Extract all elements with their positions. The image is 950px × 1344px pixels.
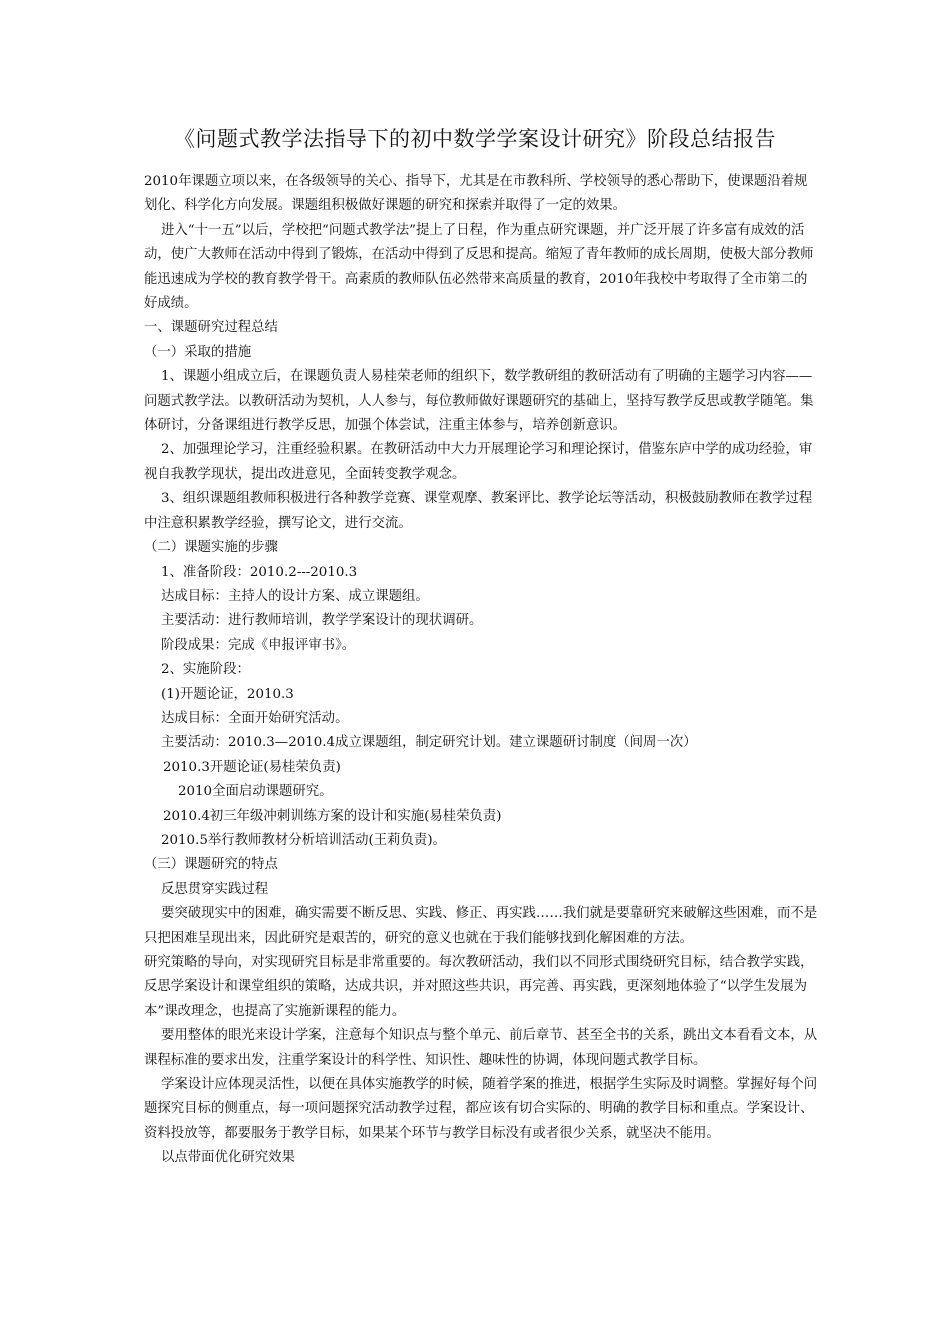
feature-heading-optimize: 以点带面优化研究效果 bbox=[161, 1150, 295, 1166]
schedule-item-3: 2010.4初三年级冲刺训练方案的设计和实施(易桂荣负责) bbox=[163, 808, 502, 824]
feature-heading-reflection: 反思贯穿实践过程 bbox=[161, 881, 269, 897]
paragraph-flexibility: 学案设计应体现灵活性，以便在具体实施教学的时候，随着学案的推进，根据学生实际及时调整。掌握好每个问题探究目标的侧重点，每一项问题探究活动教学过程，都应该有切合实际的、明确的教学目标和重点。学案设计、资料投放等，都要服务于教学目标，如果某个环节与教学目标没有或者很少关系，就坚决不能用。 bbox=[144, 1077, 818, 1141]
step-prepare: 1、准备阶段：2010.2---2010.3 bbox=[161, 564, 358, 580]
step-implement: 2、实施阶段： bbox=[161, 662, 250, 678]
step-prepare-goal: 达成目标：主持人的设计方案、成立课题组。 bbox=[161, 588, 429, 604]
step-prepare-activity: 主要活动：进行教师培训，教学学案设计的现状调研。 bbox=[161, 613, 483, 629]
paragraph-strategy: 研究策略的导向，对实现研究目标是非常重要的。每次教研活动，我们以不同形式围绕研究目标，结合教学实践，反思学案设计和课堂组织的策略，达成共识，并对照这些共识，再完善、再实践，更深刻地体验了“以学生发展为本”课改理念，也提高了实施新课程的能力。 bbox=[144, 955, 814, 1019]
document-title: 《问题式教学法指导下的初中数学学案设计研究》阶段总结报告 bbox=[174, 127, 776, 151]
schedule-item-2: 2010全面启动课题研究。 bbox=[178, 784, 333, 800]
subsection-heading-features: （三）课题研究的特点 bbox=[144, 857, 278, 873]
paragraph-measure-2: 2、加强理论学习，注重经验积累。在教研活动中大力开展理论学习和理论探讨，借鉴东庐中学的成功经验，审视自我教学现状，提出改进意见，全面转变教学观念。 bbox=[144, 442, 813, 482]
schedule-item-4: 2010.5举行教师教材分析培训活动(王莉负责)。 bbox=[161, 832, 446, 848]
paragraph-reflection: 要突破现实中的困难，确实需要不断反思、实践、修正、再实践……我们就是要靠研究来破解这些困难，而不是只把困难呈现出来，因此研究是艰苦的，研究的意义也就在于我们能够找到化解困难的方法。 bbox=[144, 906, 818, 946]
paragraph-holistic: 要用整体的眼光来设计学案，注意每个知识点与整个单元、前后章节、甚至全书的关系，跳出文本看看文本，从课程标准的要求出发，注重学案设计的科学性、知识性、趣味性的协调，体现问题式教学目标。 bbox=[144, 1028, 818, 1068]
step-opening-activity: 主要活动：2010.3—2010.4成立课题组，制定研究计划。建立课题研讨制度（间周一次） bbox=[161, 735, 697, 751]
document-body bbox=[144, 170, 820, 1171]
paragraph-measure-1: 1、课题小组成立后，在课题负责人易桂荣老师的组织下，数学教研组的教研活动有了明确的主题学习内容——问题式教学法。以教研活动为契机，人人参与，每位教师做好课题研究的基础上，坚持写教学反思或教学随笔。集体研讨，分备课组进行教学反思，加强个体尝试，注重主体参与，培养创新意识。 bbox=[144, 369, 814, 434]
subsection-heading-measures: （一）采取的措施 bbox=[144, 344, 252, 360]
paragraph-measure-3: 3、组织课题组教师积极进行各种教学竞赛、课堂观摩、教案评比、教学论坛等活动，积极鼓励教师在教学过程中注意积累教学经验，撰写论文，进行交流。 bbox=[144, 491, 813, 531]
step-prepare-result: 阶段成果：完成《申报评审书》。 bbox=[161, 637, 356, 653]
paragraph-background: 进入“十一五”以后，学校把“问题式教学法”提上了日程，作为重点研究课题，并广泛开展了许多富有成效的活动，使广大教师在活动中得到了锻炼，在活动中得到了反思和提高。缩短了青年教师的成长周期，使极大部分教师能迅速成为学校的教育教学骨干。高素质的教师队伍必然带来高质量的教育，2010年我校中考取得了全市第二的好成绩。 bbox=[144, 222, 814, 312]
step-opening: (1)开题论证，2010.3 bbox=[161, 686, 294, 702]
schedule-item-1: 2010.3开题论证(易桂荣负责) bbox=[163, 759, 341, 775]
paragraph-intro: 2010年课题立项以来，在各级领导的关心、指导下，尤其是在市教科所、学校领导的悉心帮助下，使课题沿着规划化、科学化方向发展。课题组积极做好课题的研究和探索并取得了一定的效果。 bbox=[144, 174, 808, 214]
step-opening-goal: 达成目标：全面开始研究活动。 bbox=[161, 710, 349, 726]
section-heading-1: 一、课题研究过程总结 bbox=[144, 320, 278, 336]
subsection-heading-steps: （二）课题实施的步骤 bbox=[144, 540, 278, 556]
